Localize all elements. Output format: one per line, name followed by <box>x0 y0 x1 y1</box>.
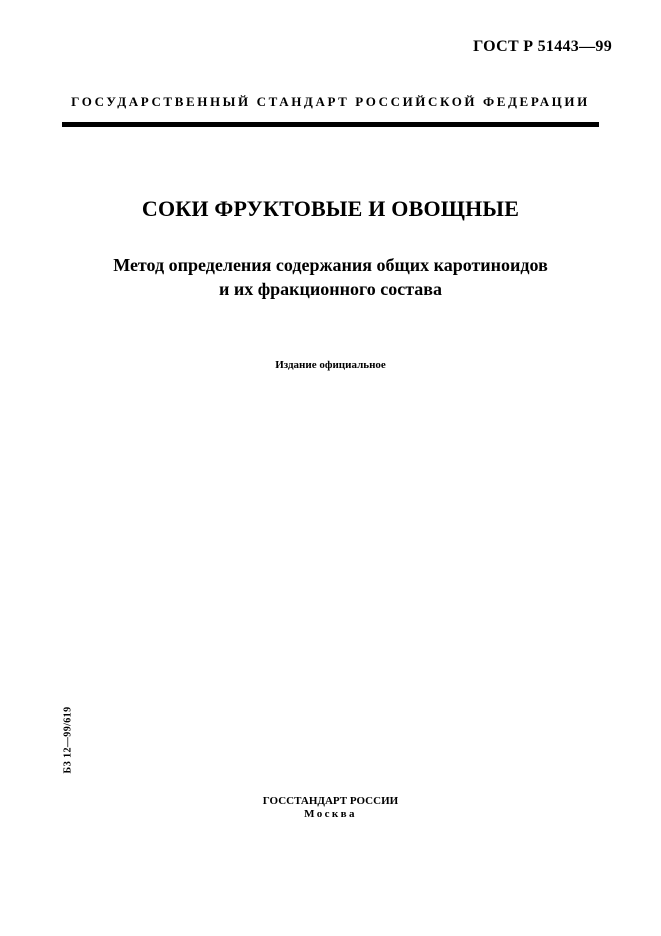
document-number: ГОСТ Р 51443—99 <box>473 38 612 55</box>
catalog-code: БЗ 12—99/619 <box>62 706 74 774</box>
document-subtitle <box>0 253 661 301</box>
subtitle-line-2: и их фракционного состава <box>218 279 443 299</box>
subtitle-line-1: Метод определения содержания общих каротиноидов <box>113 255 548 275</box>
publication-city: Москва <box>304 808 357 820</box>
state-standard-heading: ГОСУДАРСТВЕННЫЙ СТАНДАРТ РОССИЙСКОЙ ФЕДЕРАЦИИ <box>71 94 590 109</box>
publisher-name: ГОССТАНДАРТ РОССИИ <box>262 795 399 807</box>
document-title: СОКИ ФРУКТОВЫЕ И ОВОЩНЫЕ <box>141 196 520 221</box>
header-divider <box>62 122 599 127</box>
edition-label: Издание официальное <box>275 359 386 371</box>
